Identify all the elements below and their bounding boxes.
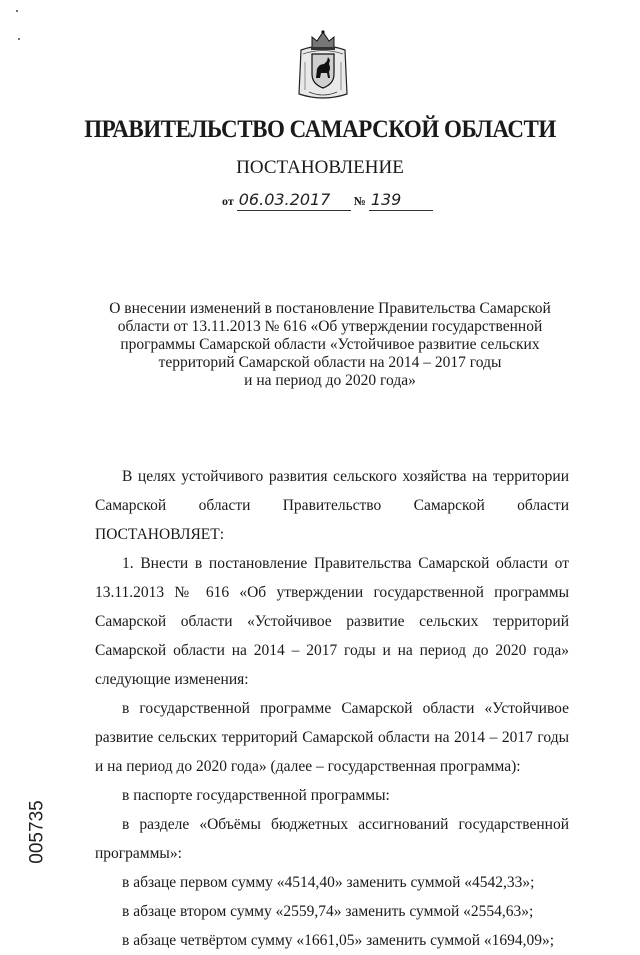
body-paragraph: в абзаце втором сумму «2559,74» заменить суммой «2554,63»; [122, 903, 534, 920]
document-subject [100, 300, 560, 390]
scan-speck [18, 38, 20, 40]
document-date: 06.03.2017 [237, 190, 351, 211]
subject-line: территорий Самарской области на 2014 – 2017 годы [158, 354, 502, 371]
body-paragraph: 1. Внести в постановление Правительства Самарской области от 13.11.2013 № 616 «Об утверждении государственной программы Самарской области «Устойчивое развитие сельских территорий Самарской области на 2014 – 2017 годы и на период до 2020 года» следующие изменения: [95, 555, 569, 688]
document-number: 139 [369, 190, 433, 211]
body-paragraph: в абзаце четвёртом сумму «1661,05» заменить суммой «1694,09»; [122, 932, 555, 949]
body-paragraph: в государственной программе Самарской области «Устойчивое развитие сельских территорий Самарской области на 2014 – 2017 годы и на период до 2020 года» (далее – государственная программа): [95, 700, 569, 775]
subject-line: программы Самарской области «Устойчивое развитие сельских [120, 336, 540, 353]
document-type: ПОСТАНОВЛЕНИЕ [236, 157, 404, 178]
document-body [95, 462, 569, 955]
body-paragraph: в абзаце первом сумму «4514,40» заменить суммой «4542,33»; [122, 874, 535, 891]
date-prefix: от [222, 194, 234, 208]
coat-of-arms-icon [297, 28, 349, 102]
subject-line: и на период до 2020 года» [244, 372, 416, 389]
scan-speck [16, 10, 18, 12]
subject-line: О внесении изменений в постановление Правительства Самарской [109, 300, 551, 317]
organization-title: ПРАВИТЕЛЬСТВО САМАРСКОЙ ОБЛАСТИ [84, 116, 556, 143]
date-number-line [222, 190, 433, 216]
body-paragraph: В целях устойчивого развития сельского хозяйства на территории Самарской области Правительство Самарской области ПОСТАНОВЛЯЕТ: [95, 468, 569, 543]
body-paragraph: в разделе «Объёмы бюджетных ассигнований государственной программы»: [95, 816, 569, 862]
body-paragraph: в паспорте государственной программы: [122, 787, 390, 804]
subject-line: области от 13.11.2013 № 616 «Об утверждении государственной [117, 318, 543, 335]
stamp-number-text: 005735 [27, 800, 48, 864]
number-prefix: № [353, 194, 366, 208]
registration-stamp-number [8, 788, 68, 876]
